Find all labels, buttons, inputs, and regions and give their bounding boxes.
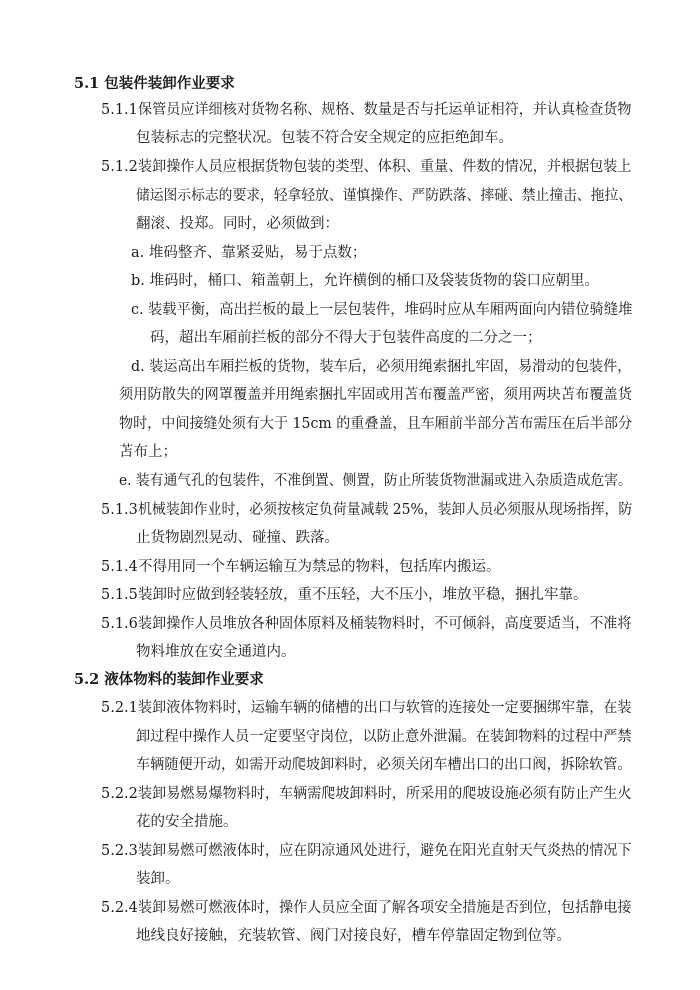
clause-number-5-1-4: 5.1.4 bbox=[101, 559, 138, 575]
clause-5-2-3-line-2: 装卸。 bbox=[136, 871, 180, 887]
clause-5-2-2-line-1: 装卸易燃易爆物料时，车辆需爬坡卸料时，所采用的爬坡设施必须有防止产生火 bbox=[138, 786, 632, 802]
clause-number-5-1-6: 5.1.6 bbox=[101, 616, 138, 632]
clause-5-1-5-line-1: 装卸时应做到轻装轻放，重不压轻，大不压小，堆放平稳，捆扎牢靠。 bbox=[138, 587, 588, 603]
sub-item-b: b. 堆码时，桶口、箱盖朝上，允许横倒的桶口及袋装货物的袋口应朝里。 bbox=[131, 273, 599, 289]
clause-5-2-4-line-1: 装卸易燃可燃液体时，操作人员应全面了解各项安全措施是否到位，包括静电接 bbox=[138, 900, 632, 916]
clause-number-5-1-1: 5.1.1 bbox=[101, 102, 138, 118]
sub-item-c-line-1: c. 装载平衡，高出拦板的最上一层包装件，堆码时应从车厢两面向内错位骑缝堆 bbox=[131, 302, 633, 318]
clause-5-1-2-line-1: 装卸操作人员应根据货物包装的类型、体积、重量、件数的情况，并根据包装上 bbox=[138, 159, 632, 175]
clause-number-5-2-1: 5.2.1 bbox=[101, 700, 138, 716]
clause-5-2-2-line-2: 花的安全措施。 bbox=[136, 814, 238, 830]
clause-number-5-1-2: 5.1.2 bbox=[101, 159, 138, 175]
clause-5-1-6-line-2: 物料堆放在安全通道内。 bbox=[136, 644, 296, 660]
section-heading-5-2: 5.2 液体物料的装卸作业要求 bbox=[74, 671, 264, 688]
sub-item-e: e. 装有通气孔的包装件，不准倒置、侧置，防止所装货物泄漏或进入杂质造成危害。 bbox=[119, 473, 632, 489]
clause-number-5-1-3: 5.1.3 bbox=[101, 502, 138, 518]
clause-5-1-3-line-2: 止货物剧烈晃动、碰撞、跌落。 bbox=[136, 530, 339, 546]
sub-item-d-line-3: 物时，中间接缝处须有大于 15cm 的重叠盖，且车厢前半部分苫布需压在后半部分 bbox=[119, 416, 633, 432]
clause-5-1-1-line-1: 保管员应详细核对货物名称、规格、数量是否与托运单证相符，并认真检查货物 bbox=[138, 102, 632, 118]
clause-5-2-1-line-3: 车辆随便开动，如需开动爬坡卸料时，必须关闭车槽出口的出口阀，拆除软管。 bbox=[136, 757, 632, 773]
sub-item-a: a. 堆码整齐、靠紧妥贴，易于点数； bbox=[131, 245, 367, 261]
clause-5-1-2-line-2: 储运图示标志的要求，轻拿轻放、谨慎操作、严防跌落、摔碰、禁止撞击、拖拉、 bbox=[136, 188, 633, 204]
clause-5-2-3-line-1: 装卸易燃可燃液体时，应在阴凉通风处进行，避免在阳光直射天气炎热的情况下 bbox=[138, 843, 632, 859]
sub-item-d-line-4: 苫布上； bbox=[119, 444, 177, 460]
clause-number-5-1-5: 5.1.5 bbox=[101, 587, 138, 603]
sub-item-c-line-2: 码，超出车厢前拦板的部分不得大于包装件高度的二分之一； bbox=[150, 330, 542, 346]
clause-number-5-2-4: 5.2.4 bbox=[101, 900, 138, 916]
clause-5-1-6-line-1: 装卸操作人员堆放各种固体原料及桶装物料时，不可倾斜，高度要适当，不准将 bbox=[138, 616, 632, 632]
clause-5-2-1-line-2: 卸过程中操作人员一定要坚守岗位，以防止意外泄漏。在装卸物料的过程中严禁 bbox=[136, 729, 632, 745]
clause-number-5-2-2: 5.2.2 bbox=[101, 786, 138, 802]
sub-item-d-line-1: d. 装运高出车厢拦板的货物，装车后，必须用绳索捆扎牢固，易滑动的包装件， bbox=[131, 359, 632, 375]
clause-5-1-3-line-1: 机械装卸作业时，必须按核定负荷量减载 25%，装卸人员必须服从现场指挥，防 bbox=[138, 502, 633, 518]
sub-item-d-line-2: 须用防散失的网罩覆盖并用绳索捆扎牢固或用苫布覆盖严密，须用两块苫布覆盖货 bbox=[119, 387, 633, 403]
clause-number-5-2-3: 5.2.3 bbox=[101, 843, 138, 859]
clause-5-1-2-line-3: 翻滚、投郑。同时，必须做到： bbox=[136, 216, 339, 232]
clause-5-1-1-line-2: 包装标志的完整状况。包装不符合安全规定的应拒绝卸车。 bbox=[136, 130, 513, 146]
clause-5-1-4-line-1: 不得用同一个车辆运输互为禁忌的物料，包括库内搬运。 bbox=[138, 559, 501, 575]
section-heading-5-1: 5.1 包装件装卸作业要求 bbox=[74, 75, 235, 92]
clause-5-2-4-line-2: 地线良好接触，充装软管、阀门对接良好，槽车停靠固定物到位等。 bbox=[136, 928, 571, 944]
clause-5-2-1-line-1: 装卸液体物料时，运输车辆的储槽的出口与软管的连接处一定要捆绑牢靠，在装 bbox=[138, 700, 632, 716]
